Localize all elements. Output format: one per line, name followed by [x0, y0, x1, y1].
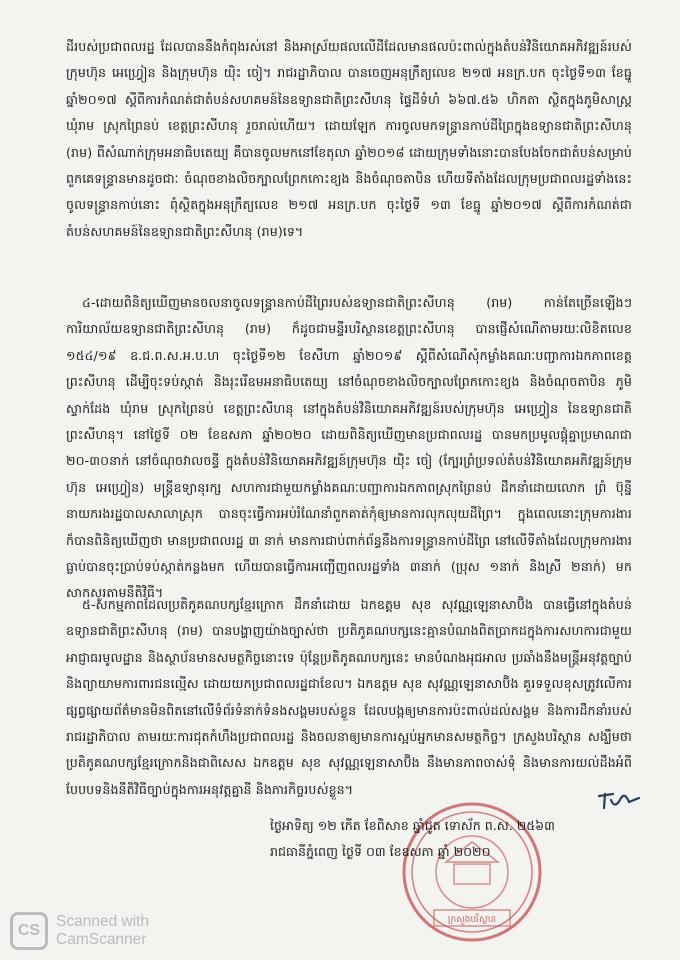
paragraph-1: ដីរបស់ប្រជាពលរដ្ឋ ដែលបាននឹងកំពុងរស់នៅ និងអាស្រ័យផលលើដីដែលមានផលប៉ះពាល់ក្នុងតំបន់វិនិយោគអភិវឌ្ឍន៍របស់ក្រុមហ៊ុន អេហ្វ្រៀន និងក្រុមហ៊ុន យ៉ិះ ចៀ។ រាជរដ្ឋាភិបាល បានចេញអនុក្រឹត្យលេខ ២១៧ អនក្រ.បក ចុះថ្ងៃទី១៣ ខែធ្នូ ឆ្នាំ២០១៧ ស្តីពីការកំណត់ជាតំបន់សហគមន៍នៃឧទ្យានជាតិព្រះសីហនុ ផ្ទៃដីទំហំ ៦៦៧.៥៦ ហិកតា ស្ថិតក្នុងភូមិសាស្ត្រឃុំរាម ស្រុកព្រៃនប់ ខេត្តព្រះសីហនុ រួចរាល់ហើយ។ ដោយឡែក ការចូលមកទន្ទ្រានកាប់ដីព្រៃក្នុងឧទ្យានជាតិព្រះសីហនុ (រាម) ពីសំណាក់ក្រុមអនាធិបតេយ្យ គឺបានចូលមកនៅខែតុលា ឆ្នាំ២០១៨ ដោយក្រុមទាំងនោះបានបែងចែកជាតំបន់សម្រាប់ពួកគេទន្ទ្រានមានដូចជាៈ ចំណុចខាងលិចក្បាលព្រែកកោះខ្យង និងចំណុចតាបិន ហើយទីតាំងដែលក្រុមប្រជាពលរដ្ឋទាំងនេះចូលទន្ទ្រានកាប់នោះ ពុំស្ថិតក្នុងអនុក្រឹត្យលេខ ២១៧ អនក្រ.បក ចុះថ្ងៃទី ១៣ ខែធ្នូ ឆ្នាំ២០១៧ ស្តីពីការកំណត់ជាតំបន់សហគមន៍នៃឧទ្យានជាតិព្រះសីហនុ (រាម)ទេ។	[66, 39, 632, 239]
watermark-line-2: CamScanner	[56, 931, 147, 948]
date-lunar: ថ្ងៃអាទិត្យ ១២ កើត ខែពិសាខ ឆ្នាំជូត ទោស័ក ព.ស. ២៥៦៣	[270, 818, 555, 833]
date-solar: រាជធានីភ្នំពេញ ថ្ងៃទី ០៣ ខែឧសភា ឆ្នាំ ២០២០	[270, 844, 491, 859]
paragraph-5: ៥-សកម្មភាពដែលប្រតិភូគណបក្សខ្មែរក្រោក ដឹកនាំដោយ ឯកឧត្តម សុខ សុវណ្ណឡេនាសាប៊ិង បានធ្វើនៅក្នុងតំបន់ឧទ្យានជាតិព្រះសីហនុ (រាម) បានបង្ហាញយ៉ាងច្បាស់ថា ប្រតិភូគណបក្សនេះគ្មានបំណងពិតប្រាកដក្នុងការសហការជាមួយអាជ្ញាធរមូលដ្ឋាន និងស្ថាប័នមានសមត្ថកិច្ចនោះទេ ប៉ុន្តែប្រតិភូគណបក្សនេះ មានបំណងអុជអាល ប្រឆាំងនឹងមន្ត្រីអនុវត្តច្បាប់ និងព្យាយាមការពារជនល្មើស ដោយយកប្រជាពលរដ្ឋជាខែល។ ឯកឧត្តម សុខ សុវណ្ណឡេនាសាប៊ិង គួរទទួលខុសត្រូវលើការផ្សព្វផ្សាយព័ត៌មានមិនពិតនៅលើទំព័រទំនាក់ទំនងសង្គមរបស់ខ្លួន ដែលបង្កឲ្យមានការប៉ះពាល់ដល់សង្គម និងការដឹកនាំរបស់រាជរដ្ឋាភិបាល តាមរយៈការជុតកំហឹងប្រជាពលរដ្ឋ និងចលនាឲ្យមានការស្អប់អ្នកមានសមត្ថកិច្ច។ ក្រសួងបរិស្ថាន សង្ឃឹមថា ប្រតិភូគណបក្សខ្មែរក្រោកនិងជាពិសេស ឯកឧត្តម សុខ សុវណ្ណឡេនាសាប៊ិង នឹងមានភាពចាស់ទុំ និងមានការយល់ដឹងអំពីបែបបទនិងនីតិវិធីច្បាប់ក្នុងការអនុវត្តគ្នានី និងភារកិច្ចរបស់ខ្លួន។	[66, 597, 632, 797]
svg-text:ក្រសួងបរិស្ថាន: ក្រសួងបរិស្ថាន	[447, 915, 497, 925]
camscanner-watermark	[10, 912, 230, 952]
paragraph-4: ៤-ដោយពិនិត្យឃើញមានចលនាចូលទន្ទ្រានកាប់ដីព្រៃរបស់ឧទ្យានជាតិព្រះសីហនុ (រាម) កាន់តែច្រើនឡើងៗ ការិយាល័យឧទ្យានជាតិព្រះសីហនុ (រាម) ក៏ដូចជាមន្ទីរបរិស្ថានខេត្តព្រះសីហនុ បានផ្ញើសំណើតាមរយៈលិខិតលេខ ១៥៤/១៩ ឧ.ជ.ព.ស.អ.ប.ហ ចុះថ្ងៃទី១២ ខែសីហា ឆ្នាំ២០១៩ ស្តីពីសំណើសុំកម្លាំងគណៈបញ្ជាការឯកភាពខេត្តព្រះសីហនុ ដើម្បីចុះទប់ស្កាត់ និងរុះរើឧមអនាធិបតេយ្យ នៅចំណុចខាងលិចក្បាលព្រែកកោះខ្យង និងចំណុចតាបិន ភូមិស្ទាក់ដែង ឃុំរាម ស្រុកព្រៃនប់ ខេត្តព្រះសីហនុ នៅក្នុងតំបន់វិនិយោគអភិវឌ្ឍន៍របស់ក្រុមហ៊ុន អេហ្វ្រៀន នៃឧទ្យានជាតិព្រះសីហនុ។ នៅថ្ងៃទី ០២ ខែឧសភា ឆ្នាំ២០២០ ដោយពិនិត្យឃើញមានប្រជាពលរដ្ឋ បានមកប្រមូលផ្តុំគ្នាប្រមាណជា ២០-៣០នាក់ នៅចំណុចវាលចន្ទី ក្នុងតំបន់វិនិយោគអភិវឌ្ឍន៍ក្រុមហ៊ុន យ៉ិះ ចៀ (ក្បែរព្រំប្រទល់តំបន់វិនិយោគអភិវឌ្ឍន៍ក្រុមហ៊ុន អេហ្វ្រៀន) មន្ត្រីឧទ្យានុរក្ស សហការជាមួយកម្លាំងគណៈបញ្ជាការឯកភាពស្រុកព្រៃនប់ ដឹកនាំដោយលោក ព្រំ ប៊ុន្នី នាយករងរដ្ឋបាលសាលាស្រុក បានចុះធ្វើការអប់រំណែនាំពួកគាត់កុំឲ្យមានការលុកលុយដីព្រៃ។ ក្នុងពេលនោះក្រុមការងារក៏បានពិនិត្យឃើញថា មានប្រជាពលរដ្ឋ ៣ នាក់ មានការជាប់ពាក់ព័ន្ធនឹងការទន្ទ្រានកាប់ដីព្រៃ នៅលើទីតាំងដែលក្រុមការងារធ្លាប់បានចុះប្រាប់ទប់ស្កាត់កន្លងមក ហើយបានធ្វើការអញ្ជើញពលរដ្ឋទាំង ៣នាក់ (ប្រុស ១នាក់ និងស្រី ២នាក់) មកសាកសួរតាមនីតិវិធី។	[66, 295, 632, 601]
camscanner-logo: CS	[10, 912, 48, 950]
watermark-line-1: Scanned with	[56, 913, 150, 930]
signature-mark	[595, 786, 643, 812]
